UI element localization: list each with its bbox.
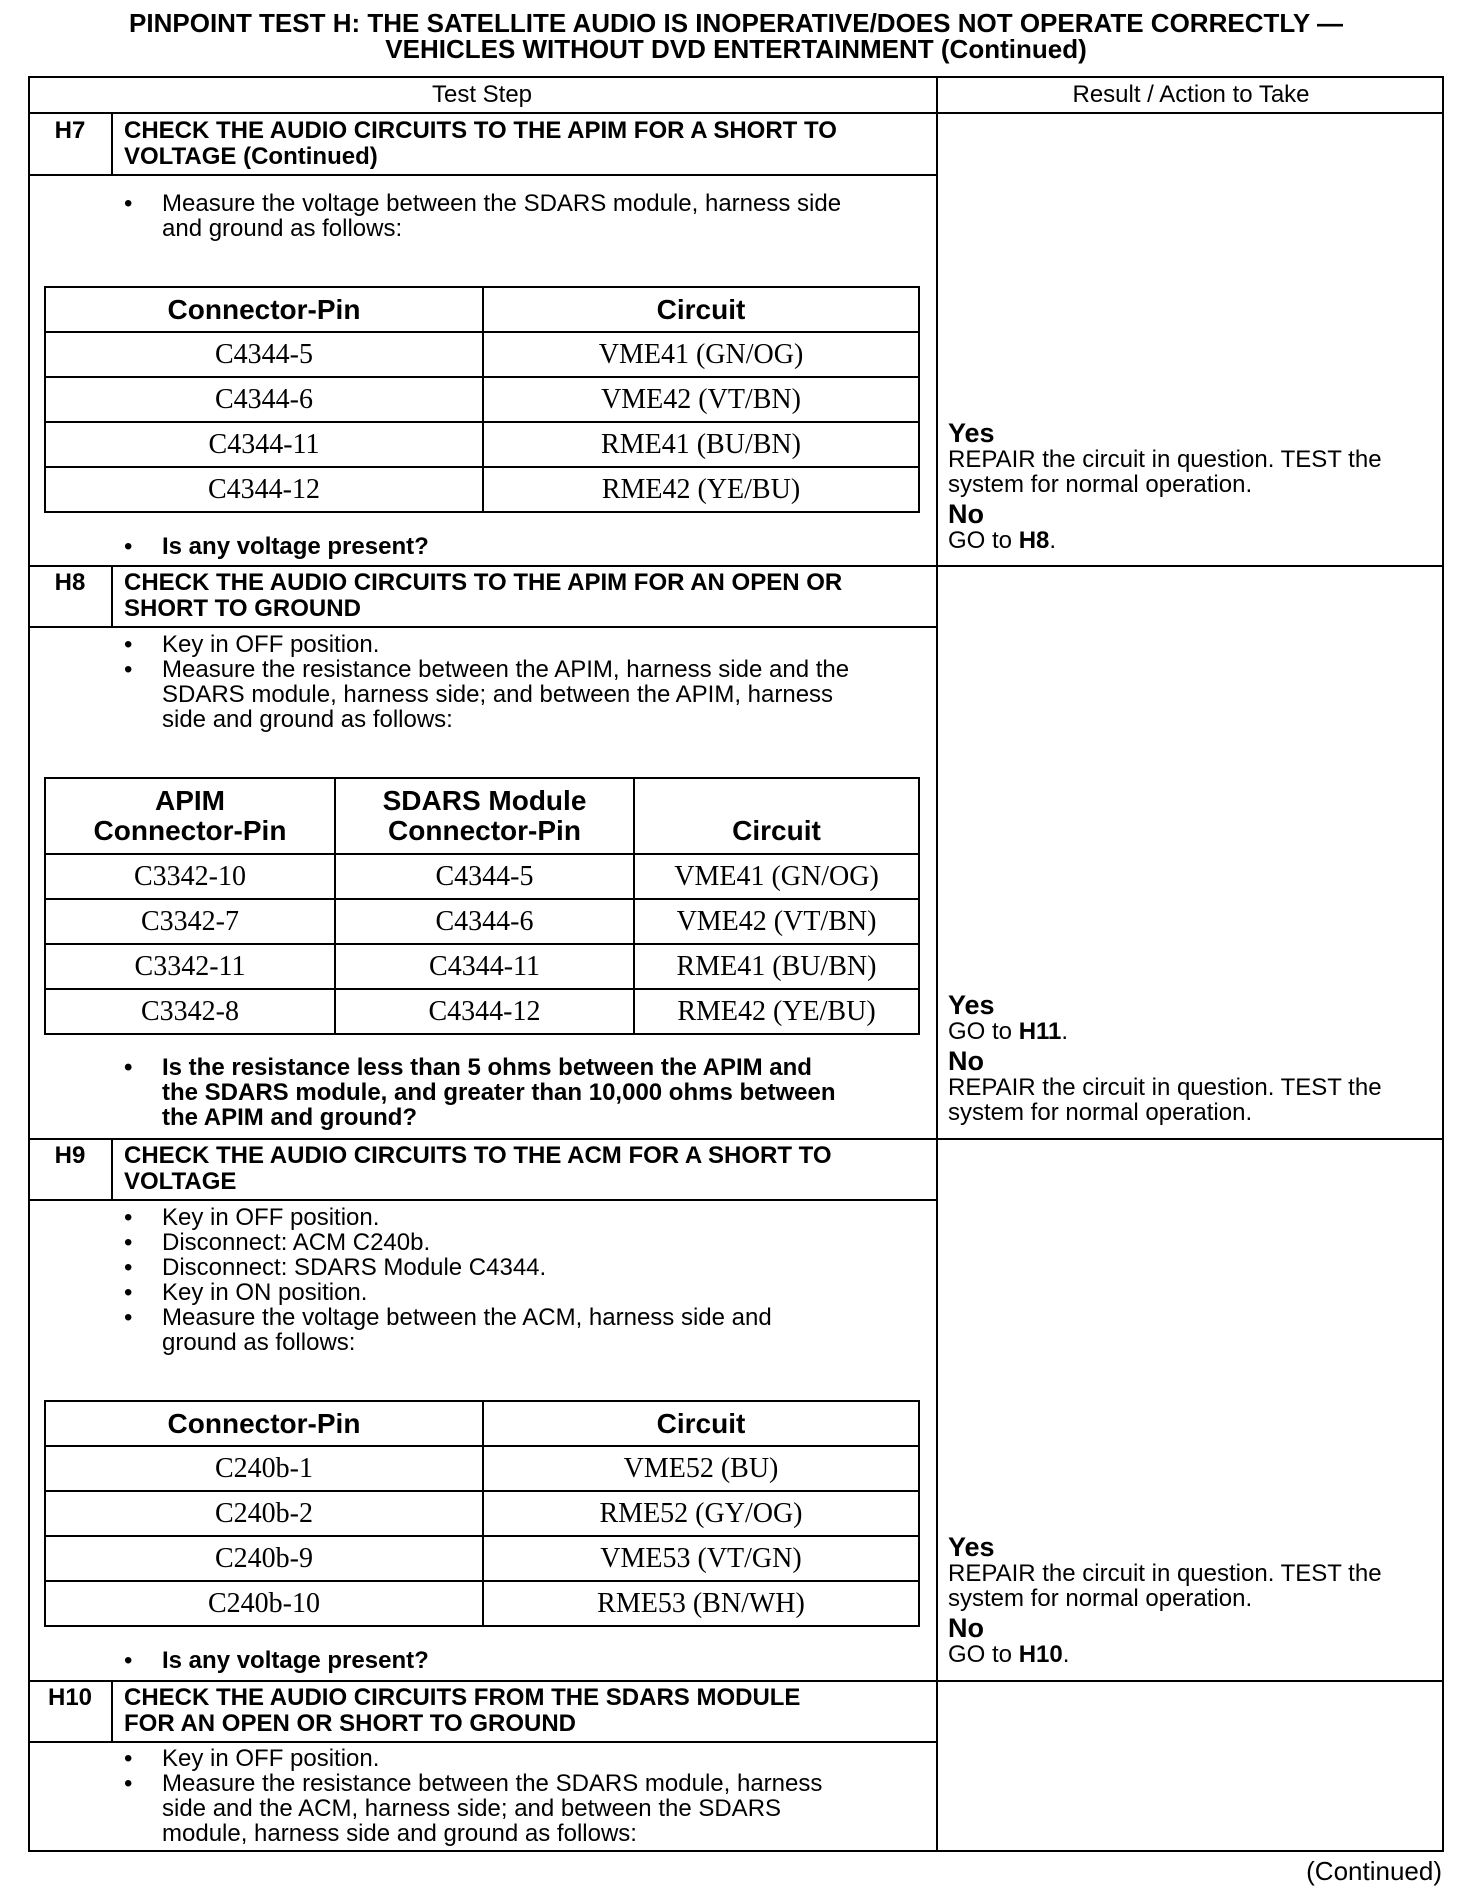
go-to-text: GO to [948, 1641, 1019, 1668]
bullet-item [124, 1230, 914, 1255]
column-header [45, 778, 335, 854]
step-title-line: VOLTAGE [124, 1168, 237, 1195]
header-line: Connector-Pin [93, 815, 287, 846]
table-cell: RME41 (BU/BN) [634, 944, 919, 989]
h9-connector-table [44, 1400, 920, 1627]
result-line [948, 1019, 1428, 1044]
bullet-item [124, 1771, 914, 1846]
bullet-text: Key in ON position. [162, 1279, 368, 1306]
table-cell: VME42 (VT/BN) [483, 377, 919, 422]
no-label: No [948, 499, 984, 529]
step-title-line: CHECK THE AUDIO CIRCUITS TO THE ACM FOR A SHORT TO [124, 1142, 832, 1169]
table-row [45, 377, 919, 422]
column-header [335, 778, 634, 854]
table-row [45, 1491, 919, 1536]
bullet-dot: • [124, 656, 133, 683]
h9-id-divider [111, 1139, 113, 1200]
bullet-line: SDARS module, harness side; and between the APIM, harness [162, 681, 834, 708]
bullet-line: side and the ACM, harness side; and between the SDARS [162, 1795, 782, 1822]
table-cell: C4344-11 [45, 422, 483, 467]
question-item [124, 1648, 914, 1674]
question-text: Is any voltage present? [162, 1647, 429, 1674]
punctuation: . [1049, 527, 1057, 554]
table-cell: C4344-5 [45, 332, 483, 377]
column-header: Circuit [483, 1401, 919, 1446]
yes-label: Yes [948, 1532, 995, 1562]
table-cell: C3342-11 [45, 944, 335, 989]
table-cell: C240b-1 [45, 1446, 483, 1491]
go-to-text: GO to [948, 527, 1019, 554]
bullet-text [162, 1771, 914, 1846]
step-title-line: SHORT TO GROUND [124, 595, 361, 622]
table-cell: RME52 (GY/OG) [483, 1491, 919, 1536]
step-id-h10: H10 [47, 1684, 93, 1711]
bullet-dot: • [124, 1054, 133, 1081]
bullet-line: and ground as follows: [162, 215, 403, 242]
table-cell: C3342-10 [45, 854, 335, 899]
result-line: system for normal operation. [948, 1585, 1253, 1612]
header-test-step: Test Step [431, 81, 533, 108]
bullet-text [162, 657, 914, 732]
row-divider-h10 [28, 1680, 1444, 1682]
step-title-line: CHECK THE AUDIO CIRCUITS TO THE APIM FOR A SHORT TO [124, 117, 837, 144]
table-cell: VME53 (VT/GN) [483, 1536, 919, 1581]
table-cell: RME41 (BU/BN) [483, 422, 919, 467]
header-line: SDARS Module [382, 785, 587, 816]
result-line: REPAIR the circuit in question. TEST the [948, 1074, 1382, 1101]
bullet-item [124, 632, 914, 657]
column-header: Circuit [634, 778, 919, 854]
table-cell: C4344-12 [335, 989, 634, 1034]
bullet-line: ground as follows: [162, 1329, 356, 1356]
bullet-text [162, 1305, 914, 1355]
table-cell: C240b-10 [45, 1581, 483, 1626]
column-divider [936, 76, 938, 1852]
table-cell: C3342-7 [45, 899, 335, 944]
h8-connector-table [44, 777, 920, 1035]
bullet-line: side and ground as follows: [162, 706, 453, 733]
header-divider [28, 112, 1444, 114]
bullet-text: Key in OFF position. [162, 1204, 380, 1231]
step-title-line: CHECK THE AUDIO CIRCUITS FROM THE SDARS MODULE [124, 1684, 801, 1711]
yes-label: Yes [948, 990, 995, 1020]
table-cell: VME41 (GN/OG) [483, 332, 919, 377]
go-to-text: GO to [948, 1018, 1019, 1045]
bullet-item [124, 1746, 914, 1771]
title-line-2: VEHICLES WITHOUT DVD ENTERTAINMENT (Continued) [385, 34, 1087, 64]
header-line: APIM [155, 785, 225, 816]
bullet-dot: • [124, 631, 133, 658]
h7-id-divider [111, 113, 113, 175]
bullet-dot: • [124, 1229, 133, 1256]
h10-title-divider [28, 1741, 937, 1743]
table-cell: RME42 (YE/BU) [634, 989, 919, 1034]
question-text: Is any voltage present? [162, 533, 429, 560]
bullet-text: Key in OFF position. [162, 631, 380, 658]
row-divider-h8 [28, 565, 1444, 567]
column-header: Connector-Pin [45, 1401, 483, 1446]
bullet-item [124, 1305, 914, 1355]
bullet-line: Measure the resistance between the APIM, harness side and the [162, 656, 850, 683]
step-id-h7: H7 [54, 117, 86, 144]
h8-result [948, 992, 1428, 1125]
result-line: system for normal operation. [948, 471, 1253, 498]
h8-id-divider [111, 566, 113, 627]
step-title-line: FOR AN OPEN OR SHORT TO GROUND [124, 1710, 577, 1737]
h7-result [948, 420, 1428, 553]
table-cell: VME41 (GN/OG) [634, 854, 919, 899]
table-row [45, 422, 919, 467]
column-header: Connector-Pin [45, 287, 483, 332]
question-item [124, 534, 914, 560]
h10-id-divider [111, 1681, 113, 1742]
table-cell: RME53 (BN/WH) [483, 1581, 919, 1626]
result-line: REPAIR the circuit in question. TEST the [948, 446, 1382, 473]
table-row [45, 944, 919, 989]
result-line [948, 528, 1428, 553]
yes-label: Yes [948, 418, 995, 448]
step-title-h8 [124, 570, 924, 622]
table-cell: C4344-12 [45, 467, 483, 512]
table-row [45, 989, 919, 1034]
table-cell: C4344-11 [335, 944, 634, 989]
table-cell: VME52 (BU) [483, 1446, 919, 1491]
step-link-h10[interactable]: H10 [1018, 1641, 1063, 1668]
step-link-h11[interactable]: H11 [1018, 1018, 1062, 1045]
bullet-text: Key in OFF position. [162, 1745, 380, 1772]
bullet-item [124, 1205, 914, 1230]
h7-connector-table [44, 286, 920, 513]
punctuation: . [1062, 1641, 1070, 1668]
question-line: the SDARS module, and greater than 10,000 ohms between [162, 1079, 836, 1106]
no-label: No [948, 1046, 984, 1076]
h9-result [948, 1534, 1428, 1667]
step-title-h10 [124, 1685, 924, 1737]
header-line: Connector-Pin [388, 815, 581, 846]
table-cell: C240b-9 [45, 1536, 483, 1581]
step-title-line: VOLTAGE (Continued) [124, 143, 378, 170]
bullet-item [124, 1280, 914, 1305]
bullet-item [124, 1255, 914, 1280]
step-id-h9: H9 [54, 1142, 86, 1169]
punctuation: . [1061, 1018, 1069, 1045]
bullet-line: Measure the voltage between the SDARS module, harness side [162, 190, 842, 217]
step-title-h7 [124, 118, 924, 170]
table-row [45, 1536, 919, 1581]
bullet-item [124, 657, 914, 732]
bullet-dot: • [124, 1279, 133, 1306]
table-cell: C3342-8 [45, 989, 335, 1034]
table-row [45, 1446, 919, 1491]
bullet-dot: • [124, 1254, 133, 1281]
bullet-line: module, harness side and ground as follows: [162, 1820, 637, 1847]
table-cell: C4344-6 [335, 899, 634, 944]
column-header: Circuit [483, 287, 919, 332]
step-title-h9 [124, 1143, 924, 1195]
question-text [162, 1055, 914, 1130]
result-line: system for normal operation. [948, 1099, 1253, 1126]
table-row [45, 899, 919, 944]
bullet-text: Disconnect: SDARS Module C4344. [162, 1254, 547, 1281]
table-cell: C4344-5 [335, 854, 634, 899]
bullet-dot: • [124, 1745, 133, 1772]
bullet-item [124, 191, 914, 241]
result-line: REPAIR the circuit in question. TEST the [948, 1560, 1382, 1587]
header-result: Result / Action to Take [1072, 81, 1310, 108]
table-cell: RME42 (YE/BU) [483, 467, 919, 512]
table-row [45, 332, 919, 377]
h8-title-divider [28, 626, 937, 628]
question-line: Is the resistance less than 5 ohms between the APIM and [162, 1054, 812, 1081]
step-title-line: CHECK THE AUDIO CIRCUITS TO THE APIM FOR AN OPEN OR [124, 569, 843, 596]
table-cell: C4344-6 [45, 377, 483, 422]
question-line: the APIM and ground? [162, 1104, 418, 1131]
table-row [45, 854, 919, 899]
bullet-dot: • [124, 1204, 133, 1231]
title-line-1: PINPOINT TEST H: THE SATELLITE AUDIO IS INOPERATIVE/DOES NOT OPERATE CORRECTLY — [129, 8, 1343, 38]
bullet-dot: • [124, 1647, 133, 1674]
question-item [124, 1055, 914, 1130]
bullet-text [162, 191, 914, 241]
h9-title-divider [28, 1199, 937, 1201]
table-cell: VME42 (VT/BN) [634, 899, 919, 944]
step-id-h8: H8 [54, 569, 86, 596]
bullet-dot: • [124, 190, 133, 217]
bullet-dot: • [124, 1304, 133, 1331]
no-label: No [948, 1613, 984, 1643]
table-row [45, 467, 919, 512]
bullet-dot: • [124, 1770, 133, 1797]
row-divider-h9 [28, 1138, 1444, 1140]
bullet-text: Disconnect: ACM C240b. [162, 1229, 431, 1256]
bullet-dot: • [124, 533, 133, 560]
bullet-line: Measure the voltage between the ACM, harness side and [162, 1304, 772, 1331]
table-row [45, 1581, 919, 1626]
bullet-line: Measure the resistance between the SDARS module, harness [162, 1770, 823, 1797]
table-cell: C240b-2 [45, 1491, 483, 1536]
step-link-h8[interactable]: H8 [1018, 527, 1050, 554]
h7-title-divider [28, 174, 937, 176]
result-line [948, 1642, 1428, 1667]
page-title [0, 10, 1472, 62]
continued-footer: (Continued) [1306, 1856, 1442, 1886]
